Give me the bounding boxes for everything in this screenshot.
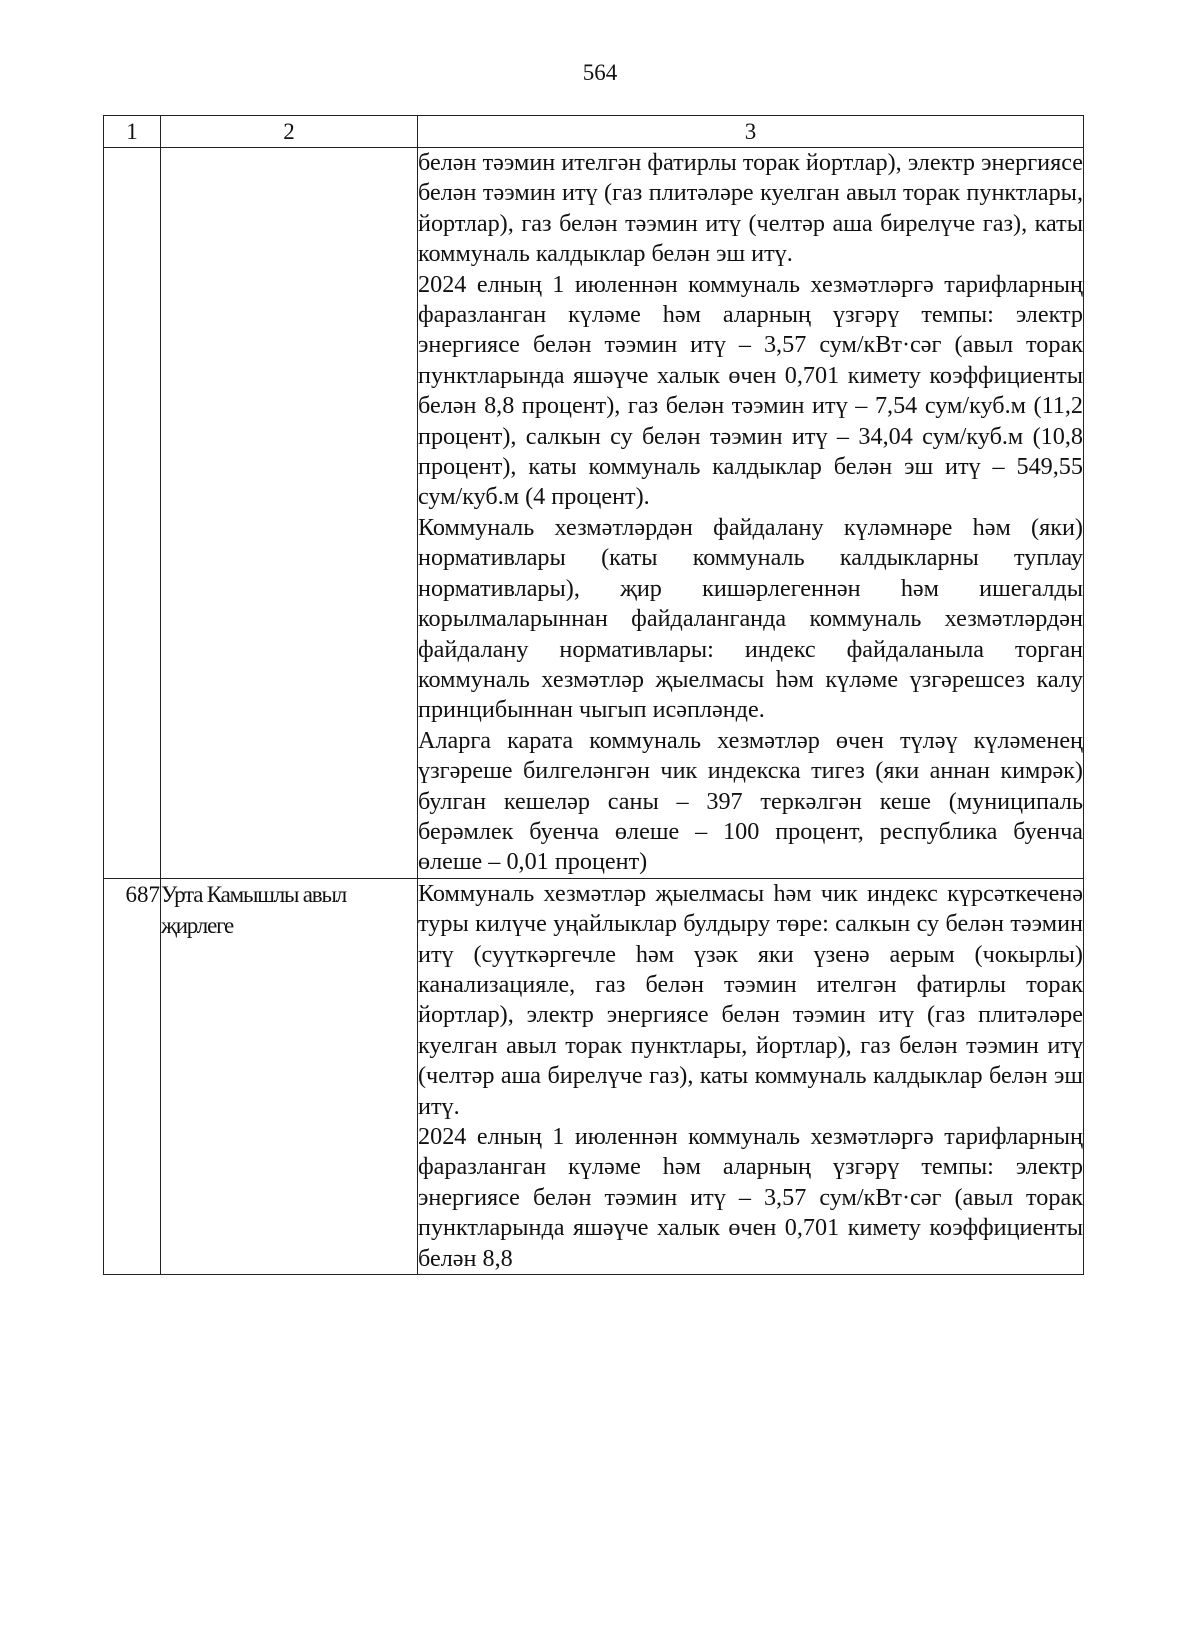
row-number-cell — [104, 148, 161, 879]
description-paragraph: белән тәэмин ителгән фатирлы торак йортлар), электр энергиясе белән тәэмин итү (газ плитәләре куелган авыл торак пунктлары, йортлар), газ белән тәэмин итү (челтәр аша бирелүче газ), каты коммуналь калдыклар белән эш итү. — [418, 149, 1083, 268]
table-header — [104, 116, 1084, 148]
description-paragraph: Коммуналь хезмәтләр җыелмасы һәм чик индекс күрсәткеченә туры килүче уңайлыклар булдыру төре: салкын су белән тәэмин итү (суүткәргечле һәм үзәк яки үзенә аерым (чокырлы) канализацияле, газ белән тәэмин ителгән фатирлы торак йортлар), электр энергиясе белән тәэмин итү (газ плитәләре куелган авыл торак пунктлары, йортлар), газ белән тәэмин итү (челтәр аша бирелүче газ), каты коммуналь калдыклар белән эш итү. — [418, 879, 1083, 1120]
description-paragraph: 2024 елның 1 июленнән коммуналь хезмәтләргә тарифларның фаразланган күләме һәм аларның үзгәрү темпы: электр энергиясе белән тәэмин итү – 3,57 сум/кВт·сәг (авыл торак пунктларында яшәүче халык өчен 0,701 кимету коэффициенты белән 8,8 процент), газ белән тәэмин итү – 7,54 сум/куб.м (11,2 процент), салкын су белән тәэмин итү – 34,04 сум/куб.м (10,8 процент), каты коммуналь калдыклар белән эш итү – 549,55 сум/куб.м (4 процент). — [418, 270, 1083, 511]
table-row — [104, 148, 1084, 879]
description-paragraph: 2024 елның 1 июленнән коммуналь хезмәтләргә тарифларның фаразланган күләме һәм аларның үзгәрү темпы: электр энергиясе белән тәэмин итү – 3,57 сум/кВт·сәг (авыл торак пунктларында яшәүче халык өчен 0,701 кимету коэффициенты белән 8,8 — [418, 1123, 1083, 1272]
description-paragraph: Аларга карата коммуналь хезмәтләр өчен түләү күләменең үзгәреше билгеләнгән чик индекска тигез (яки аннан кимрәк) булган кешеләр саны – 397 теркәлгән кеше (муниципаль берәмлек буенча өлеше – 100 процент, республика буенча өлеше – 0,01 процент) — [418, 726, 1083, 876]
column-header-2: 2 — [161, 116, 418, 148]
page-number: 564 — [582, 60, 618, 85]
row-number-cell: 687 — [104, 878, 161, 1274]
column-header-1: 1 — [104, 116, 161, 148]
column-header-3: 3 — [418, 116, 1084, 148]
description-cell — [418, 878, 1084, 1274]
settlement-name-cell — [161, 148, 418, 879]
table-row — [104, 878, 1084, 1274]
header-row — [104, 116, 1084, 148]
settlement-name-cell: Урта Камышлы авыл җирлеге — [161, 878, 418, 1274]
document-table — [103, 115, 1084, 1275]
description-paragraph: Коммуналь хезмәтләрдән файдалану күләмнәре һәм (яки) нормативлары (каты коммуналь калдыкларны туплау нормативлары), җир кишәрлегеннән һәм ишегалды корылмаларыннан файдаланганда коммуналь хезмәтләрдән файдалану нормативлары: индекс файдаланыла торган коммуналь хезмәтләр җыелмасы һәм күләме үзгәрешсез калу принцибыннан чыгып исәпләнде. — [418, 513, 1083, 724]
description-cell — [418, 148, 1084, 879]
